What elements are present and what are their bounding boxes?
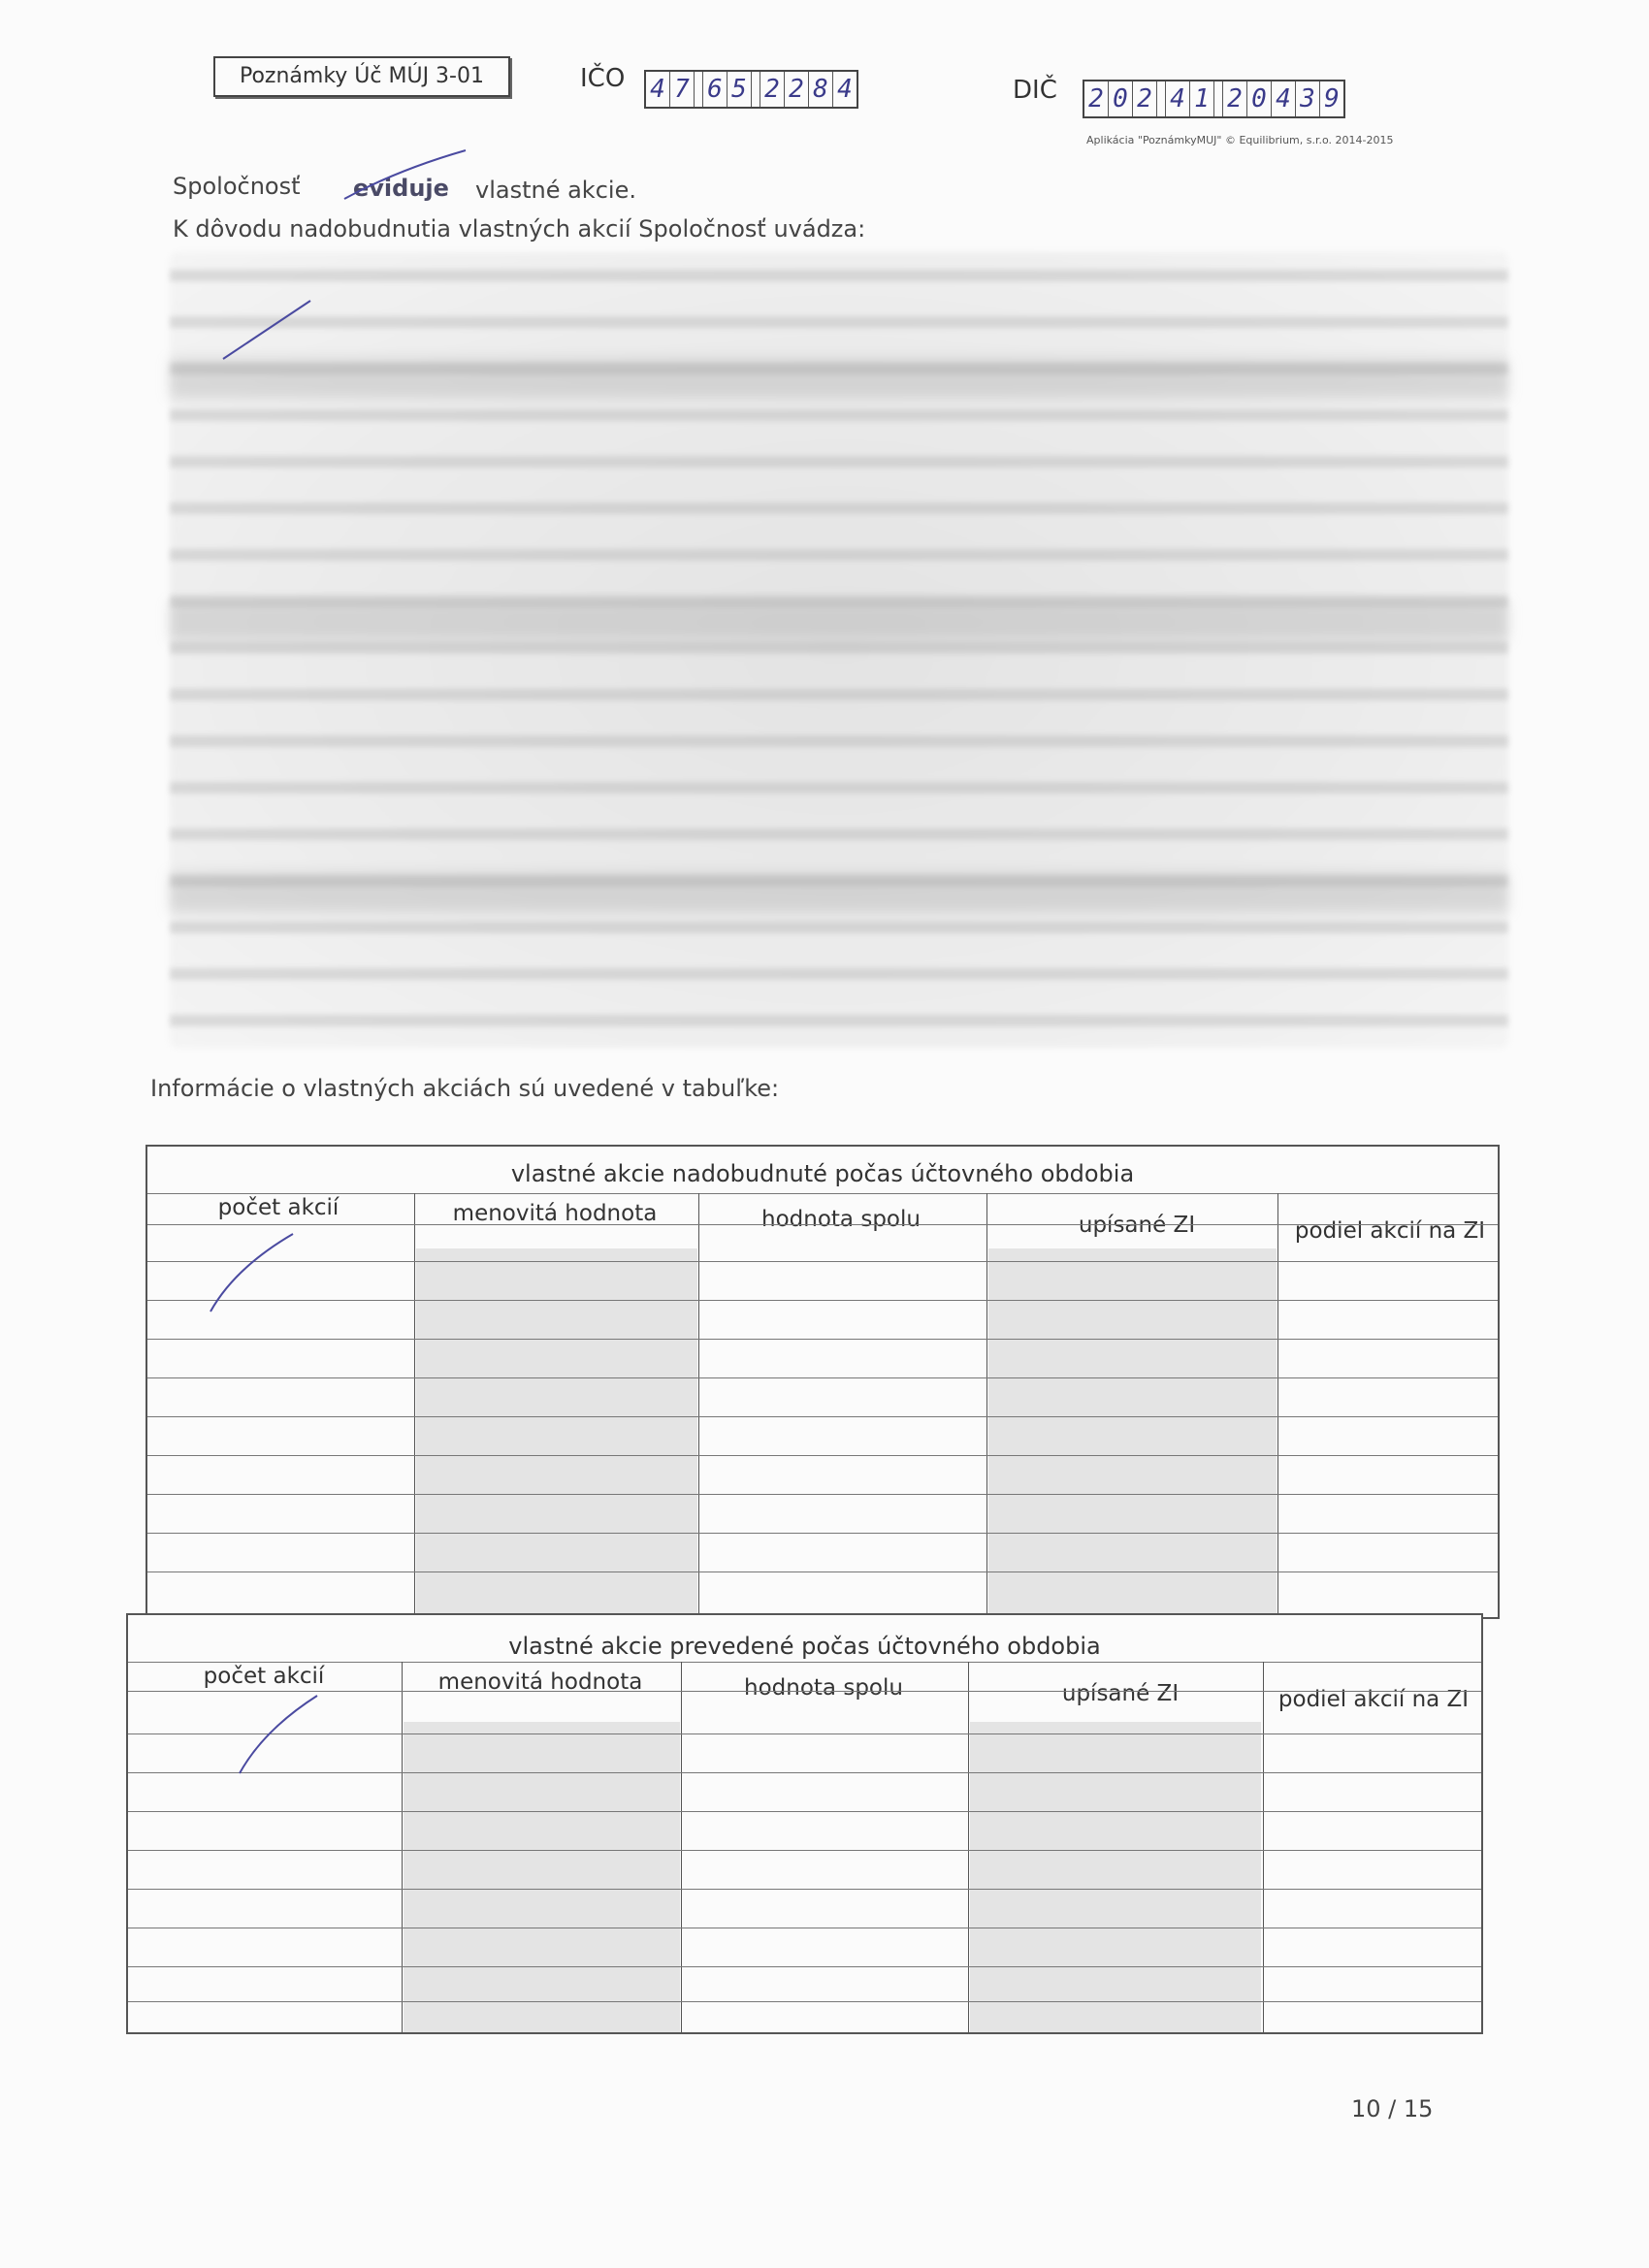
digit-box: 4 [646, 72, 670, 107]
digit-box: 7 [670, 72, 695, 107]
dic-label: DIČ [1013, 76, 1057, 105]
intro-evid-word: eviduje [353, 175, 449, 202]
col-divider [986, 1193, 987, 1617]
digit-box: 2 [1084, 81, 1109, 116]
table-row [128, 1733, 1481, 1734]
transferred-shares-table [126, 1613, 1483, 2034]
col-divider [402, 1662, 403, 2032]
table-row [128, 1889, 1481, 1890]
page-number: 10 / 15 [1351, 2095, 1434, 2122]
table-row [147, 1261, 1498, 1262]
table-row [147, 1571, 1498, 1572]
table-divider [147, 1193, 1498, 1194]
digit-box: 2 [1223, 81, 1247, 116]
table-row [147, 1224, 1498, 1225]
dic-digit-boxes [1083, 80, 1345, 118]
col-head-count: počet akcií [217, 1195, 340, 1220]
digit-gap [695, 72, 703, 107]
dash-mark-icon [206, 1229, 303, 1316]
col-divider [681, 1662, 682, 2032]
form-code-box: Poznámky Úč MÚJ 3-01 [213, 56, 510, 97]
table-row [147, 1300, 1498, 1301]
col-head-nominal: menovitá hodnota [437, 1669, 643, 1695]
col-head-share: podiel akcií na ZI [1294, 1218, 1486, 1244]
digit-gap [1214, 81, 1223, 116]
intro-company: Spoločnosť [173, 173, 301, 200]
col-head-subscribed: upísané ZI [1061, 1681, 1180, 1706]
col-divider [968, 1662, 969, 2032]
shaded-column [404, 1722, 680, 2032]
shaded-column [988, 1248, 1277, 1617]
table-row [147, 1455, 1498, 1456]
ico-label: IČO [580, 64, 626, 93]
acquired-shares-table [146, 1145, 1500, 1619]
col-divider [1263, 1662, 1264, 2032]
col-head-share: podiel akcií na ZI [1277, 1687, 1470, 1712]
col-head-total: hodnota spolu [761, 1207, 921, 1232]
dash-mark-icon [235, 1691, 322, 1778]
digit-box: 1 [1190, 81, 1214, 116]
digit-box: 2 [785, 72, 809, 107]
reason-line: K dôvodu nadobudnutia vlastných akcií Spoločnosť uvádza: [173, 215, 866, 243]
table-row [128, 1966, 1481, 1967]
col-head-count: počet akcií [203, 1664, 325, 1689]
table-row [128, 1691, 1481, 1692]
table-intro: Informácie o vlastných akciách sú uvedené v tabuľke: [150, 1075, 780, 1102]
col-head-total: hodnota spolu [744, 1675, 903, 1701]
digit-gap [1157, 81, 1166, 116]
shaded-column [416, 1248, 697, 1617]
ico-digit-boxes [644, 70, 858, 109]
digit-box: 4 [1272, 81, 1296, 116]
digit-box: 6 [703, 72, 728, 107]
app-credit: Aplikácia "PoznámkyMUJ" © Equilibrium, s.r.o. 2014-2015 [1086, 134, 1394, 146]
table-row [147, 1416, 1498, 1417]
digit-box: 0 [1109, 81, 1133, 116]
transferred-table-title: vlastné akcie prevedené počas účtovného obdobia [508, 1633, 1101, 1660]
redacted-area [170, 252, 1508, 1048]
digit-box: 3 [1296, 81, 1320, 116]
digit-box: 4 [1166, 81, 1190, 116]
digit-box: 8 [809, 72, 833, 107]
table-divider [128, 1662, 1481, 1663]
col-divider [414, 1193, 415, 1617]
col-head-nominal: menovitá hodnota [452, 1201, 658, 1226]
digit-box: 0 [1247, 81, 1272, 116]
table-row [128, 2001, 1481, 2002]
dash-mark-icon [218, 296, 315, 364]
intro-own-shares: vlastné akcie. [475, 177, 636, 204]
digit-box: 9 [1324, 84, 1340, 113]
acquired-table-title: vlastné akcie nadobudnuté počas účtovného obdobia [510, 1160, 1135, 1187]
table-row [128, 1772, 1481, 1773]
table-row [147, 1339, 1498, 1340]
col-head-subscribed: upísané ZI [1078, 1213, 1196, 1238]
col-divider [1277, 1193, 1278, 1617]
shaded-column [970, 1722, 1261, 2032]
strike-mark-icon [340, 146, 475, 204]
digit-box: 2 [760, 72, 785, 107]
digit-gap [752, 72, 760, 107]
table-row [128, 1850, 1481, 1851]
digit-box: 4 [837, 75, 853, 104]
table-row [147, 1494, 1498, 1495]
table-row [147, 1377, 1498, 1378]
table-row [147, 1533, 1498, 1534]
digit-box: 2 [1133, 81, 1157, 116]
digit-box: 5 [728, 72, 752, 107]
table-row [128, 1811, 1481, 1812]
col-divider [698, 1193, 699, 1617]
